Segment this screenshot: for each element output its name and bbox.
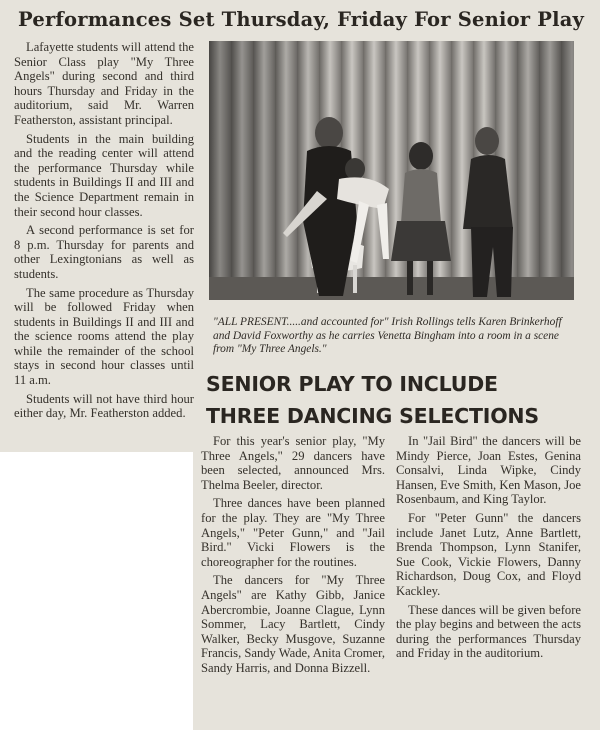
paragraph: A second performance is set for 8 p.m. Thursday for parents and other Lexingtonians as well as students. — [14, 223, 194, 281]
paragraph: Students will not have third hour either day, Mr. Featherston added. — [14, 391, 194, 421]
article-headline: Performances Set Thursday, Friday For Senior Play — [18, 8, 585, 31]
photo-caption: "ALL PRESENT.....and accounted for" Irish Rollings tells Karen Brinkerhoff and David Foxworthy as he carries Venetta Bingham into a room in a scene from "My Three Angels." — [213, 316, 562, 356]
sub-headline-line-2: THREE DANCING SELECTIONS — [206, 404, 539, 428]
article-column-left — [14, 40, 194, 425]
paragraph: In "Jail Bird" the dancers will be Mindy Pierce, Joan Estes, Genina Consalvi, Linda Wipke, Cindy Hansen, Eve Smith, Ken Mason, Joe Rosenbaum, and King Taylor. — [396, 434, 581, 507]
paragraph: These dances will be given before the play begins and between the acts during the performances Thursday and Friday in the auditorium. — [396, 602, 581, 661]
paragraph: For this year's senior play, "My Three Angels," 29 dancers have been selected, announced Mrs. Thelma Beeler, director. — [201, 434, 385, 492]
paragraph: Lafayette students will attend the Senior Class play "My Three Angels" during second and third hours Thursday and Friday in the auditorium, said Mr. Warren Featherston, assistant principal. — [14, 40, 194, 127]
paragraph: For "Peter Gunn" the dancers include Janet Lutz, Anne Bartlett, Brenda Thompson, Lynn Stanifer, Sue Cook, Vickie Flowers, Danny Richardson, Doug Cox, and Floyd Kackley. — [396, 510, 581, 598]
paragraph: The same procedure as Thursday will be followed Friday when students in Buildings II and III and the science rooms attend the play while the remainder of the school stays in second hour classes until 11 a.m. — [14, 285, 194, 388]
article-column-right — [396, 434, 581, 665]
article-column-middle — [201, 434, 385, 680]
paragraph: Students in the main building and the reading center will attend the performance Thursday while students in Buildings II and III and the Science Department remain in their second hour classes. — [14, 131, 194, 219]
paragraph: The dancers for "My Three Angels" are Kathy Gibb, Janice Abercrombie, Joanne Clague, Lynn Sommer, Lacy Bartlett, Cindy Walker, Becky Musgove, Suzanne Francis, Sandy Wade, Anita Cromer, Sandy Harris, and Donna Bizzell. — [201, 573, 385, 675]
clipping-cutout — [0, 452, 193, 730]
paragraph: Three dances have been planned for the play. They are "My Three Angels," "Peter Gunn," and "Jail Bird." Vicki Flowers is the choreographer for the routines. — [201, 496, 385, 569]
play-scene-photo — [209, 41, 574, 300]
sub-headline-line-1: SENIOR PLAY TO INCLUDE — [206, 372, 498, 396]
